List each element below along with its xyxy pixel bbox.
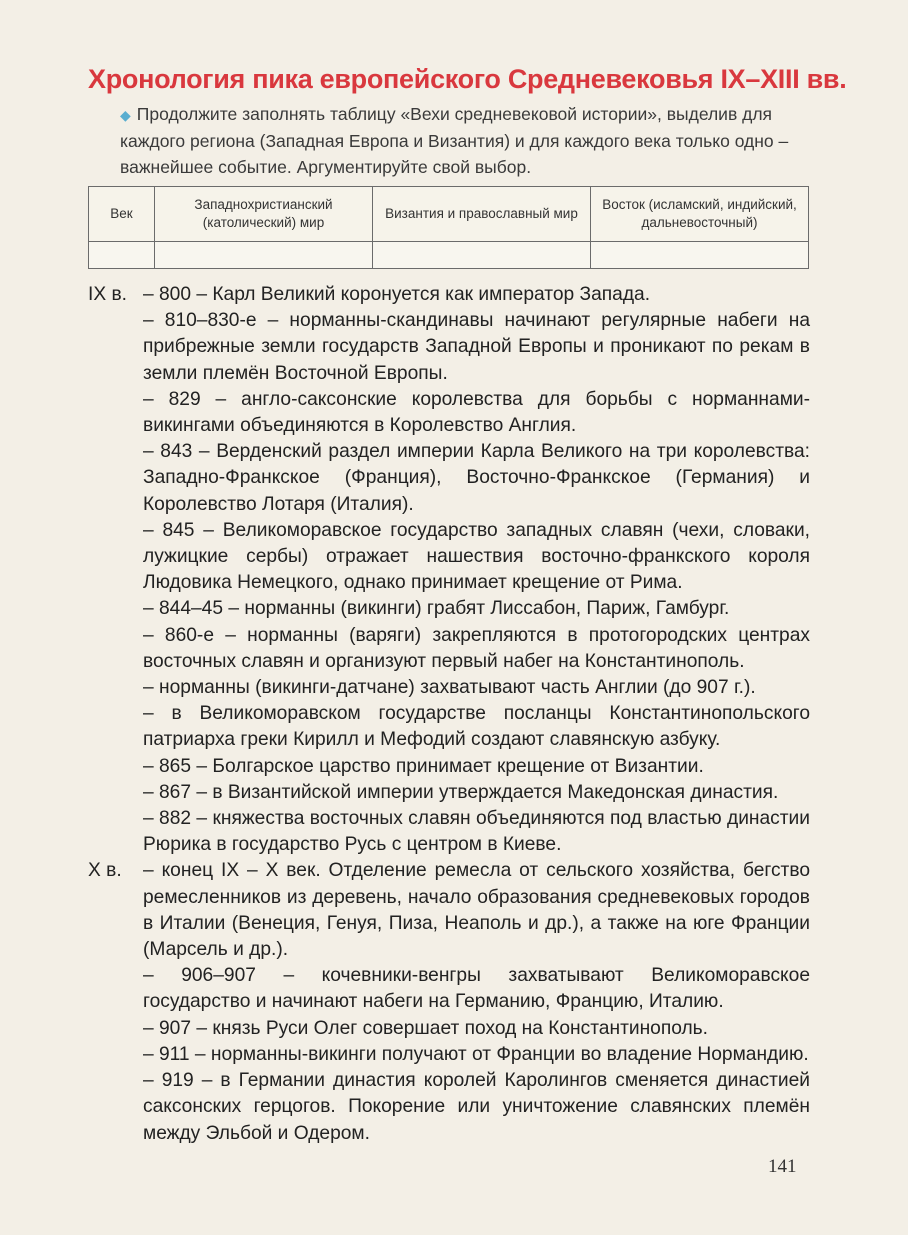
task-text: Продолжите заполнять таблицу «Вехи средневековой истории», выделив для каждого региона (Западная Европа и Византия) и для каждого века только одно – важнейшее событие. Аргументируйте свой выбор. [120, 104, 789, 177]
header-east: Восток (исламский, индийский, дальневосточный) [591, 187, 809, 242]
list-item: – норманны (викинги-датчане) захватывают часть Англии (до 907 г.). [143, 677, 756, 699]
header-western-christian: Западнохристианский (католический) мир [155, 187, 373, 242]
list-item: – 865 – Болгарское царство принимает крещение от Византии. [143, 755, 704, 777]
header-byzantium: Византия и православный мир [373, 187, 591, 242]
century-label: IX в. [88, 284, 127, 305]
list-item: – 907 – князь Руси Олег совершает поход на Константинополь. [143, 1017, 709, 1039]
list-item: – 919 – в Германии династия королей Каролингов сменяется династией саксонских герцогов. Покорение или уничтожение славянских племён между Эльбой и Одером. [143, 1070, 810, 1144]
century-label: X в. [88, 860, 122, 882]
page-number: 141 [768, 1156, 797, 1177]
list-item: – 810–830-е – норманны-скандинавы начинают регулярные набеги на прибрежные земли государств Западной Европы и проникают по рекам в земли племён Восточной Европы. [143, 310, 810, 384]
section-title: Хронология пика европейского Средневековья IX–XIII вв. [88, 64, 847, 94]
list-item: – 829 – англо-саксонские королевства для борьбы с норманнами-викингами объединяются в Королевство Англия. [143, 388, 810, 437]
list-item: – 860-е – норманны (варяги) закрепляются в протогородских центрах восточных славян и организуют первый набег на Константинополь. [143, 624, 810, 672]
list-item: – 867 – в Византийской империи утверждается Македонская династия. [143, 781, 779, 803]
task-bullet-icon: ◆ [120, 107, 131, 123]
century-entry [88, 858, 810, 1146]
event-items [143, 858, 810, 1146]
header-century: Век [89, 187, 155, 242]
list-item: – 845 – Великоморавское государство западных славян (чехи, словаки, лужицкие сербы) отражает нашествия восточно-франкского короля Людовика Немецкого, однако принимает крещение от Рима. [143, 519, 810, 594]
list-item: – конец IX – X век. Отделение ремесла от сельского хозяйства, бегство ремесленников из деревень, начало образования средневековых городов в Италии (Венеция, Генуя, Пиза, Неаполь и др.), а также на юге Франции (Марсель и др.). [143, 860, 810, 961]
empty-cell [155, 242, 373, 269]
list-item: – 882 – княжества восточных славян объединяются под властью династии Рюрика в государство Русь с центром в Киеве. [143, 808, 810, 856]
century-entry [88, 282, 810, 858]
table-header-row [89, 187, 809, 242]
list-item: – 843 – Верденский раздел империи Карла Великого на три королевства: Западно-Франкское (Франция), Восточно-Франкское (Германия) и Королевство Лотаря (Италия). [143, 441, 810, 515]
empty-cell [373, 242, 591, 269]
list-item: – в Великоморавском государстве посланцы Константинопольского патриарха греки Кирилл и Мефодий создают славянскую азбуку. [143, 703, 810, 751]
empty-cell [591, 242, 809, 269]
table-row [89, 242, 809, 269]
milestones-table [88, 186, 809, 269]
chronology-list [88, 282, 810, 1147]
list-item: – 906–907 – кочевники-венгры захватывают Великоморавское государство и начинают набеги на Германию, Францию, Италию. [143, 965, 810, 1013]
list-item: – 844–45 – норманны (викинги) грабят Лиссабон, Париж, Гамбург. [143, 598, 730, 620]
list-item: – 911 – норманны-викинги получают от Франции во владение Нормандию. [143, 1043, 809, 1065]
event-items [143, 282, 810, 858]
task-instruction [120, 101, 820, 180]
list-item: – 800 – Карл Великий коронуется как император Запада. [143, 284, 651, 305]
empty-cell [89, 242, 155, 269]
